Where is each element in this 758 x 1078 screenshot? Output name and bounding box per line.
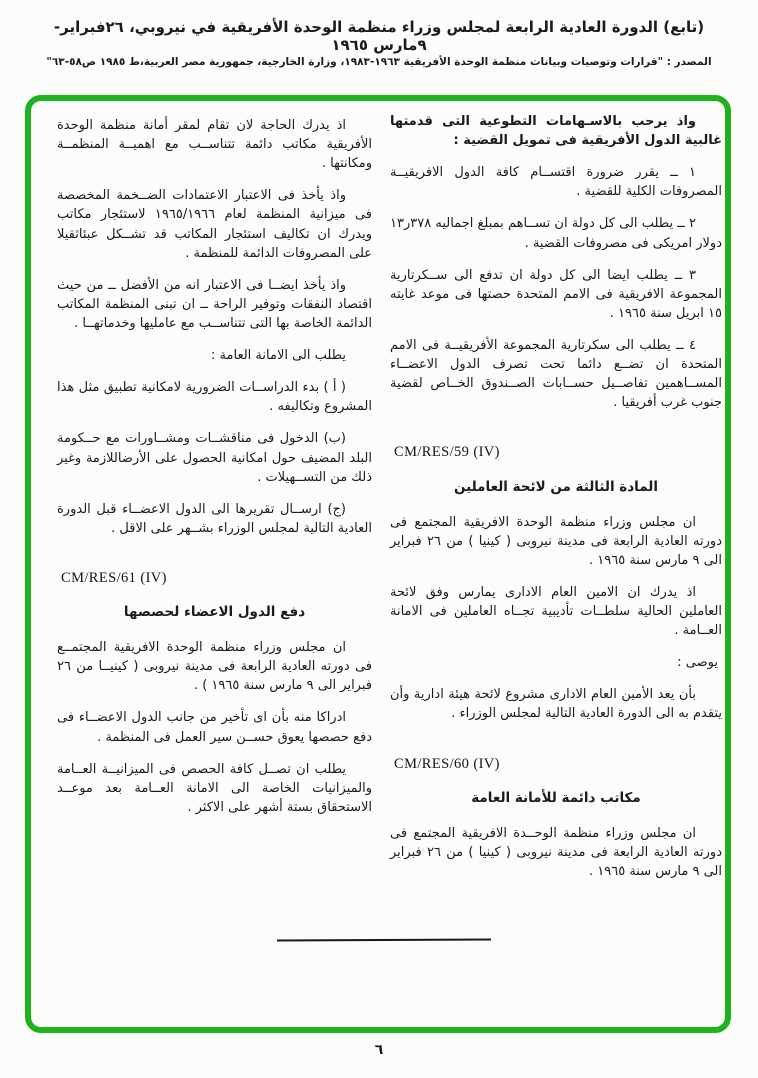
resolution-code: CM/RES/61 (IV)	[61, 569, 167, 586]
paragraph: واذ يأخذ ايضــا فى الاعتبار انه من الأفضل ــ من حيث اقتصاد النفقات وتوفير الراحة ــ ان تبنى المنظمة المكاتب الدائمة الخاصة بها التى تتناســب مع عامليها وخدماتهــا .	[57, 277, 372, 331]
section-heading: مكاتب دائمة للأمانة العامة	[471, 789, 641, 806]
text-column-left	[57, 116, 372, 830]
numbered-item: ٤ ــ يطلب الى سكرتارية المجموعة الأفريقيــة فى الامم المتحدة ان تضــع دائما تحت تصرف الدول الاعضــاء المســاهمين تفاصــيل حســابات الصــندوق الخــاص لقضية جنوب غرب أفريقيا .	[390, 337, 722, 411]
paragraph: ادراكا منه بأن اى تأخير من جانب الدول الاعضــاء فى دفع حصصها يعوق حســن سير العمل فى المنظمة .	[57, 710, 372, 745]
lettered-item: (ب) الدخول فى مناقشــات ومشــاورات مع حــكومة البلد المضيف حول امكانية الحصول على الأرضاللازمة وغير ذلك من التســهيلات .	[57, 431, 372, 485]
numbered-item: ١ ــ يقرر ضرورة اقتســام كافة الدول الافريقيــة المصروفات الكلية للقضية .	[390, 165, 722, 200]
paragraph: ان مجلس وزراء منظمة الوحدة الافريقية المجتمــع فى دورته العادية الرابعة فى مدينة نيروبى ( كينيــا من ٢٦ فبراير الى ٩ مارس سنة ١٩٦٥ ) .	[57, 640, 372, 694]
paragraph: اذ يدرك ان الامين العام الادارى يمارس وفق لائحة العاملين الحالية سلطــات تأديبية تجــاه العاملين فى الامانة العــامة .	[390, 584, 722, 639]
paragraph: يطلب الى الامانة العامة :	[211, 348, 346, 364]
paragraph: ان مجلس وزراء منظمة الوحــدة الافريقية المجتمع فى دورته العادية الرابعة فى مدينة نيروبى ( كينيا ) من ٢٦ فبراير الى ٩ مارس سنة ١٩٦٥ .	[390, 825, 722, 879]
section-heading: المادة الثالثة من لائحة العاملين	[453, 478, 659, 495]
source-citation: المصدر : "قرارات وتوصيات وبيانات منظمة الوحدة الأفريقية ١٩٦٣-١٩٨٣، وزارة الخارجية، جمهورية مصر العربية،ط ١٩٨٥ ص٥٨-٦٣"	[46, 56, 712, 68]
paragraph: واذ يأخذ فى الاعتبار الاعتمادات الضــخمة المخصصة فى ميزانية المنظمة لعام ١٩٦٥/١٩٦٦ لاستئجار مكاتب ويدرك ان تكاليف استئجار المكاتب قد تشــكل عبئاثقيلا على المصروفات الدائمة للمنظمة .	[57, 188, 372, 261]
lettered-item: (ج) ارســال تقريرها الى الدول الاعضــاء قبل الدورة العادية التالية لمجلس الوزراء بشــهر على الاقل .	[57, 501, 372, 536]
page-number: ٦	[374, 1042, 384, 1058]
paragraph: يوصى :	[677, 655, 718, 671]
text-column-right	[390, 112, 722, 894]
section-heading: دفع الدول الاعضاء لحصصها	[123, 604, 306, 621]
document-title: (تابع) الدورة العادية الرابعة لمجلس وزراء منظمة الوحدة الأفريقية في نيروبي، ٢٦فبراير- ٩مارس ١٩٦٥	[53, 18, 705, 54]
numbered-item: ٢ ــ يطلب الى كل دولة ان تســاهم بمبلغ اجماليه ٣٧٨ر١٣ دولار امريكى فى مصروفات القضية .	[390, 216, 722, 251]
paragraph: ان مجلس وزراء منظمة الوحدة الافريقية المجتمع فى دورته العادية الرابعة فى مدينة نيروبى ( كينيا ) من ٢٦ فبراير الى ٩ مارس سنة ١٩٦٥ .	[390, 514, 722, 568]
paragraph: اذ يدرك الحاجة لان تقام لمقر أمانة منظمة الوحدة الأفريقية مكاتب دائمة تتناســب مع اهميــة المنظمــة ومكانتها .	[57, 118, 372, 172]
paragraph: واذ يرحب بالاسـهامات التطوعية التى قدمتها غالبية الدول الأفريقية فى تمويل القضية :	[390, 114, 722, 149]
resolution-code: CM/RES/60 (IV)	[394, 755, 500, 772]
numbered-item: ٣ ــ يطلب ايضا الى كل دولة ان تدفع الى ســكرتارية المجموعة الافريقية فى الامم المتحدة حصتها فى موعد غايته ١٥ ابريل سنة ١٩٦٥ .	[390, 267, 722, 321]
resolution-code: CM/RES/59 (IV)	[394, 444, 500, 461]
paragraph: بأن يعد الأمين العام الادارى مشروع لائحة هيئة ادارية وأن يتقدم به الى الدورة العادية التالية لمجلس الوزراء .	[390, 687, 722, 722]
paragraph: يطلب ان تصــل كافة الحصص فى الميزانيــة العــامة والميزانيات الخاصة الى الامانة العــامة بعد موعــد الاستحقاق بستة أشهر على الاكثر .	[57, 761, 372, 815]
lettered-item: ( أ ) بدء الدراســات الضرورية لامكانية تطبيق مثل هذا المشروع وتكاليفه .	[57, 380, 372, 415]
